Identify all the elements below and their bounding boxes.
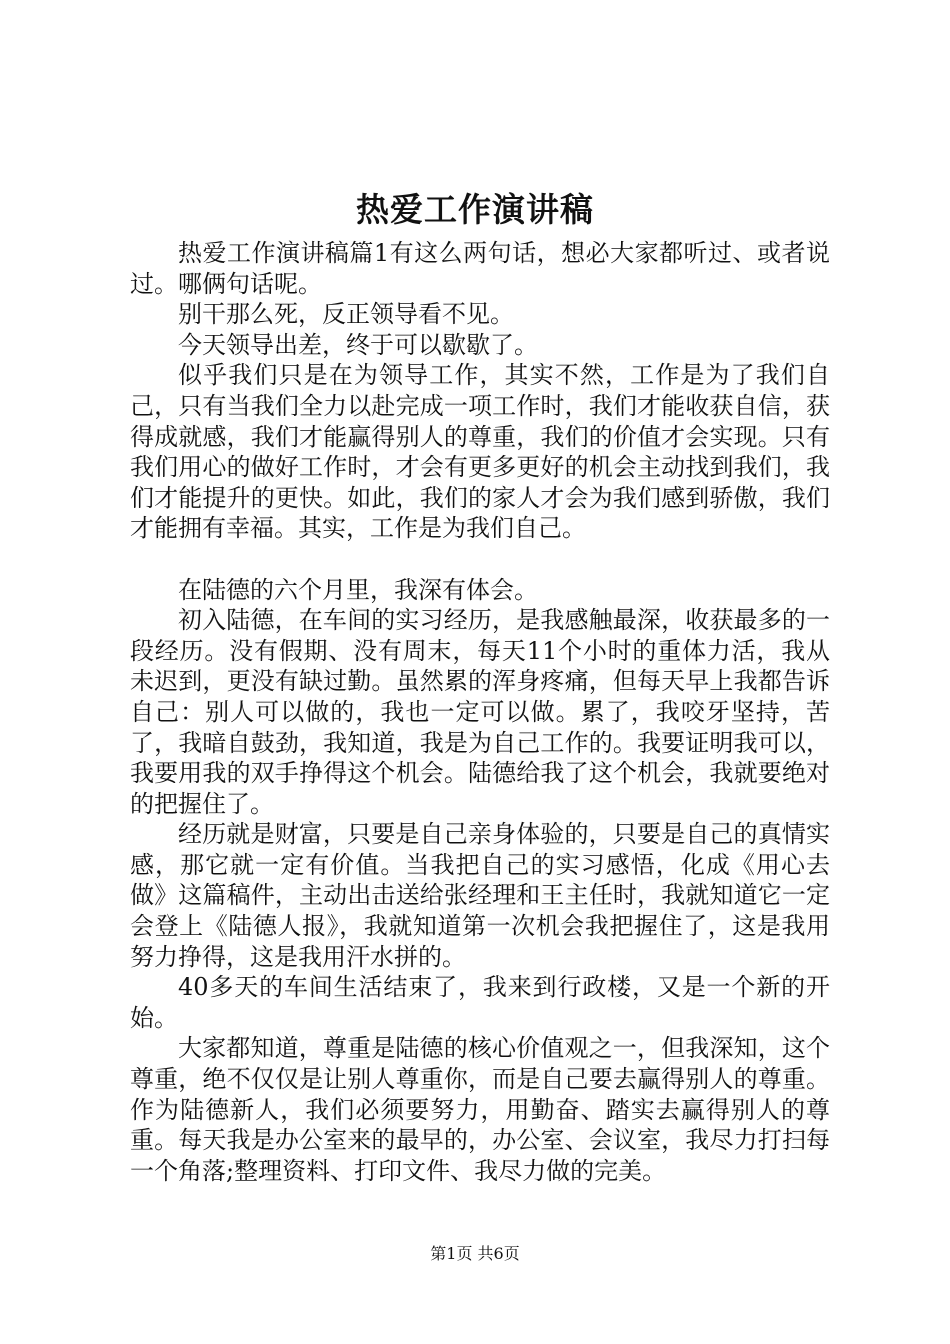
paragraph: 经历就是财富，只要是自己亲身体验的，只要是自己的真情实感，那它就一定有价值。当我把自己的实习感悟，化成《用心去做》这篇稿件，主动出击送给张经理和王主任时，我就知道它一定会登上《陆德人报》，我就知道第一次机会我把握住了，这是我用努力挣得，这是我用汗水拼的。 (130, 820, 830, 971)
paragraph: 初入陆德，在车间的实习经历，是我感触最深，收获最多的一段经历。没有假期、没有周末，每天11个小时的重体力活，我从未迟到，更没有缺过勤。虽然累的浑身疼痛，但每天早上我都告诉自己：别人可以做的，我也一定可以做。累了，我咬牙坚持，苦了，我暗自鼓劲，我知道，我是为自己工作的。我要证明我可以，我要用我的双手挣得这个机会。陆德给我了这个机会，我就要绝对的把握住了。 (130, 606, 830, 818)
paragraph: 别干那么死，反正领导看不见。 (178, 300, 514, 329)
paragraph: 大家都知道，尊重是陆德的核心价值观之一，但我深知，这个尊重，绝不仅仅是让别人尊重你，而是自己要去赢得别人的尊重。作为陆德新人，我们必须要努力，用勤奋、踏实去赢得别人的尊重。每天我是办公室来的最早的，办公室、会议室，我尽力打扫每一个角落;整理资料、打印文件、我尽力做的完美。 (130, 1034, 830, 1185)
paragraph: 在陆德的六个月里，我深有体会。 (178, 575, 538, 604)
page-number-footer: 第1页 共6页 (430, 1244, 520, 1263)
paragraph: 今天领导出差，终于可以歇歇了。 (178, 330, 538, 359)
paragraph: 热爱工作演讲稿篇1有这么两句话，想必大家都听过、或者说过。哪俩句话呢。 (130, 239, 830, 298)
paragraph: 似乎我们只是在为领导工作，其实不然，工作是为了我们自己，只有当我们全力以赴完成一项工作时，我们才能收获自信，获得成就感，我们才能赢得别人的尊重，我们的价值才会实现。只有我们用心的做好工作时，才会有更多更好的机会主动找到我们，我们才能提升的更快。如此，我们的家人才会为我们感到骄傲，我们才能拥有幸福。其实，工作是为我们自己。 (130, 361, 830, 543)
paragraph: 40多天的车间生活结束了，我来到行政楼，又是一个新的开始。 (130, 973, 830, 1032)
document-body (130, 238, 830, 1186)
document-title: 热爱工作演讲稿 (356, 190, 594, 229)
